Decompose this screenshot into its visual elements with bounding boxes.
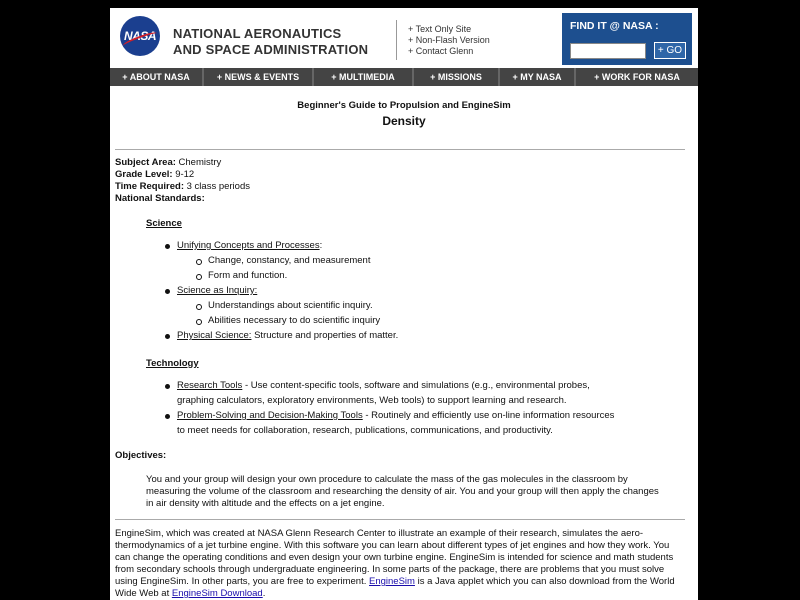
guide-title: Beginner's Guide to Propulsion and EngineSim <box>297 100 511 111</box>
physical-science-link[interactable]: Physical Science: <box>177 330 252 341</box>
physical-science-item <box>177 330 398 341</box>
subject-label: Subject Area: <box>115 157 176 168</box>
research-tools-text: - Use content-specific tools, software and simulations (e.g., environmental probes, <box>242 380 590 391</box>
unifying-concepts-item <box>177 240 322 251</box>
enginesim-text: EngineSim, which was created at NASA Glenn Research Center to illustrate an example of their research, simulates the aero-thermodynamics of a jet turbine engine. With this software you can learn about different types of jet engines and how they work. You can change the operating conditions and even design your own turbine engine. EngineSim is intended for science and math students from secondary schools through undergraduate engineering. In some parts of the package, there are problems that you must solve using EngineSim. In other parts, you are free to experiment. <box>115 528 674 587</box>
nav-about-nasa[interactable]: + ABOUT NASA <box>110 68 202 86</box>
problem-solving-text-2: to meet needs for collaboration, research, publications, communications, and productivity. <box>177 425 553 436</box>
bullet <box>165 244 170 249</box>
time-value: 3 class periods <box>186 181 250 192</box>
subject-value: Chemistry <box>178 157 222 168</box>
enginesim-link[interactable]: EngineSim <box>369 576 415 587</box>
problem-solving-text: - Routinely and efficiently use on-line information resources <box>362 410 615 421</box>
bullet <box>165 289 170 294</box>
unifying-concepts-link[interactable]: Unifying Concepts and Processes <box>177 240 320 251</box>
text-only-link[interactable]: + Text Only Site <box>408 24 472 34</box>
research-tools-item <box>177 380 590 391</box>
time-required <box>115 181 250 192</box>
divider <box>115 519 685 520</box>
divider <box>115 149 685 150</box>
page-title: Density <box>382 114 426 128</box>
subject-area <box>115 157 221 168</box>
page <box>110 8 698 600</box>
find-it-panel <box>562 13 692 65</box>
technology-heading: Technology <box>146 358 199 369</box>
agency-line-2: AND SPACE ADMINISTRATION <box>173 42 369 57</box>
nasa-logo[interactable]: NASA <box>120 16 160 56</box>
contact-glenn-link[interactable]: + Contact Glenn <box>408 46 474 56</box>
enginesim-paragraph <box>115 528 685 600</box>
unifying-sub-item: Form and function. <box>208 270 288 281</box>
standards-label: National Standards: <box>115 193 205 204</box>
agency-name[interactable] <box>173 26 368 58</box>
inquiry-sub-item: Understandings about scientific inquiry. <box>208 300 373 311</box>
search-input[interactable] <box>570 43 646 59</box>
physical-science-text: Structure and properties of matter. <box>251 330 399 341</box>
sub-bullet <box>196 274 202 280</box>
inquiry-sub-item: Abilities necessary to do scientific inquiry <box>208 315 381 326</box>
objectives-label: Objectives: <box>115 450 167 461</box>
sub-bullet <box>196 259 202 265</box>
research-tools-text-2: graphing calculators, exploratory environments, Web tools) to support learning and research. <box>177 395 567 406</box>
sub-bullet <box>196 319 202 325</box>
last-line-end: . <box>262 588 266 599</box>
quick-links <box>408 24 490 57</box>
unifying-colon: : <box>319 240 323 251</box>
non-flash-link[interactable]: + Non-Flash Version <box>408 35 490 45</box>
science-heading: Science <box>146 218 182 229</box>
bullet <box>165 414 170 419</box>
find-it-label: FIND IT @ NASA : <box>570 20 659 32</box>
main-nav <box>110 68 698 86</box>
nav-missions[interactable]: + MISSIONS <box>414 68 498 86</box>
problem-solving-link[interactable]: Problem-Solving and Decision-Making Tools <box>177 410 363 421</box>
unifying-sub-item: Change, constancy, and measurement <box>208 255 371 266</box>
agency-line-1: NATIONAL AERONAUTICS <box>173 26 342 41</box>
last-line-start: you can also download from the World Wide Web at <box>115 576 675 599</box>
time-label: Time Required: <box>115 181 184 192</box>
sub-bullet <box>196 304 202 310</box>
header <box>110 8 698 68</box>
grade-level <box>115 169 194 180</box>
header-divider <box>396 20 397 60</box>
grade-label: Grade Level: <box>115 169 173 180</box>
grade-value: 9-12 <box>175 169 195 180</box>
objectives-text: You and your group will design your own procedure to calculate the mass of the gas molecules in the classroom by measuring the volume of the classroom and researching the density of air. You and your group will then apply the changes in air density with altitude and the effects on a jet engine. <box>146 474 659 509</box>
science-inquiry-link[interactable]: Science as Inquiry: <box>177 285 258 296</box>
nav-multimedia[interactable]: + MULTIMEDIA <box>314 68 412 86</box>
problem-solving-item <box>177 410 614 421</box>
enginesim-tail: is a Java applet which <box>414 576 511 587</box>
nav-work-for-nasa[interactable]: + WORK FOR NASA <box>576 68 698 86</box>
bullet <box>165 384 170 389</box>
go-button[interactable]: + GO <box>654 42 686 59</box>
nav-my-nasa[interactable]: + MY NASA <box>500 68 574 86</box>
bullet <box>165 334 170 339</box>
nav-news-events[interactable]: + NEWS & EVENTS <box>204 68 312 86</box>
enginesim-download-link[interactable]: EngineSim Download <box>171 588 263 599</box>
research-tools-link[interactable]: Research Tools <box>177 380 243 391</box>
